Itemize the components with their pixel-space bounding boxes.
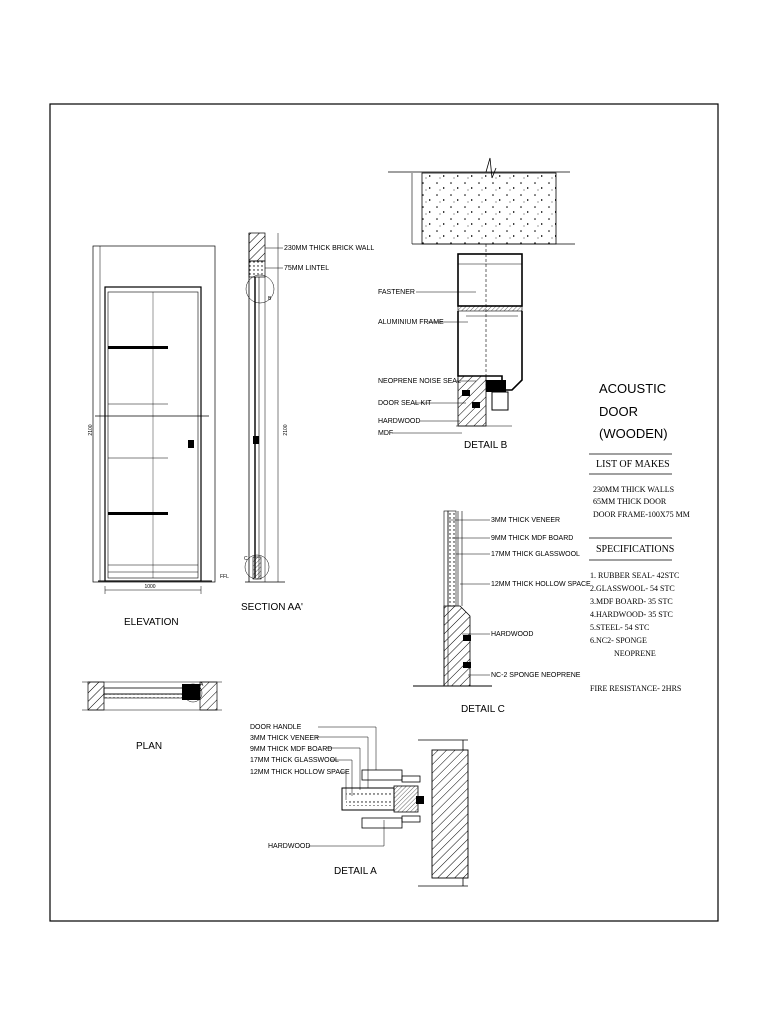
detail-a-label-mdf: 9MM THICK MDF BOARD xyxy=(250,746,333,753)
section-caption: SECTION AA' xyxy=(241,602,303,613)
spec-item-1: 1. RUBBER SEAL- 42STC xyxy=(590,571,680,580)
fire-resistance: FIRE RESISTANCE- 2HRS xyxy=(590,684,682,693)
detail-c-label-neoprene: NC-2 SPONGE NEOPRENE xyxy=(491,672,581,679)
specifications-heading: SPECIFICATIONS xyxy=(596,544,675,555)
section-height-dim: 2100 xyxy=(283,424,289,436)
detail-a-label-glasswool: 17MM THICK GLASSWOOL xyxy=(250,757,339,764)
elevation-height-dim: 2100 xyxy=(88,424,94,436)
detail-a-label-veneer: 3MM THICK VENEER xyxy=(250,735,320,742)
spec-item-6: 6.NC2- SPONGE xyxy=(590,636,647,645)
detail-c-label-veneer: 3MM THICK VENEER xyxy=(491,517,561,524)
detail-a-caption: DETAIL A xyxy=(334,866,377,877)
detail-a-label-hollow-space: 12MM THICK HOLLOW SPACE xyxy=(250,769,350,776)
detail-c-caption: DETAIL C xyxy=(461,704,505,715)
plan-view xyxy=(82,682,222,752)
elevation-width-dim: 1000 xyxy=(144,584,156,590)
plan-caption: PLAN xyxy=(136,741,163,752)
title-line-1: ACOUSTIC xyxy=(599,381,667,396)
title-line-2: DOOR xyxy=(599,404,638,419)
section-marker-c: C xyxy=(244,556,248,562)
detail-a-label-hardwood: HARDWOOD xyxy=(268,843,311,850)
spec-item-5: 5.STEEL- 54 STC xyxy=(590,623,650,632)
make-item-1: 230MM THICK WALLS xyxy=(593,485,675,494)
plan-marker-a: A xyxy=(200,682,204,688)
detail-b-label-aluminium-frame: ALUMINIUM FRAME xyxy=(378,319,444,326)
detail-a-label-door-handle: DOOR HANDLE xyxy=(250,724,302,731)
elevation-view xyxy=(88,246,229,628)
list-of-makes-heading: LIST OF MAKES xyxy=(596,459,670,470)
make-item-2: 65MM THICK DOOR xyxy=(593,497,667,506)
title-block xyxy=(589,381,690,693)
section-marker-b: B xyxy=(268,296,272,302)
spec-item-3: 3.MDF BOARD- 35 STC xyxy=(590,597,673,606)
detail-b-label-fastener: FASTENER xyxy=(378,289,415,296)
section-label-brick-wall: 230MM THICK BRICK WALL xyxy=(284,245,375,252)
detail-c-label-hardwood: HARDWOOD xyxy=(491,631,534,638)
detail-c-label-mdf: 9MM THICK MDF BOARD xyxy=(491,535,574,542)
spec-item-2: 2.GLASSWOOL- 54 STC xyxy=(590,584,675,593)
detail-c-view xyxy=(413,511,591,715)
spec-item-4: 4.HARDWOOD- 35 STC xyxy=(590,610,673,619)
section-label-lintel: 75MM LINTEL xyxy=(284,265,330,272)
detail-c-label-glasswool: 17MM THICK GLASSWOOL xyxy=(491,551,580,558)
detail-b-label-neoprene-seal: NEOPRENE NOISE SEAL xyxy=(378,378,461,385)
detail-b-view xyxy=(378,158,575,451)
detail-b-label-mdf: MDF xyxy=(378,430,394,437)
elevation-caption: ELEVATION xyxy=(124,617,179,628)
section-aa-view xyxy=(241,233,374,613)
detail-b-caption: DETAIL B xyxy=(464,440,508,451)
detail-b-label-door-seal-kit: DOOR SEAL KIT xyxy=(378,400,432,407)
detail-a-view xyxy=(250,724,468,886)
elevation-ffl-dim: FFL xyxy=(220,574,229,580)
detail-c-label-hollow-space: 12MM THICK HOLLOW SPACE xyxy=(491,581,591,588)
spec-item-7: NEOPRENE xyxy=(614,649,656,658)
title-line-3: (WOODEN) xyxy=(599,426,668,441)
make-item-3: DOOR FRAME-100X75 MM xyxy=(593,510,690,519)
detail-b-label-hardwood: HARDWOOD xyxy=(378,418,421,425)
